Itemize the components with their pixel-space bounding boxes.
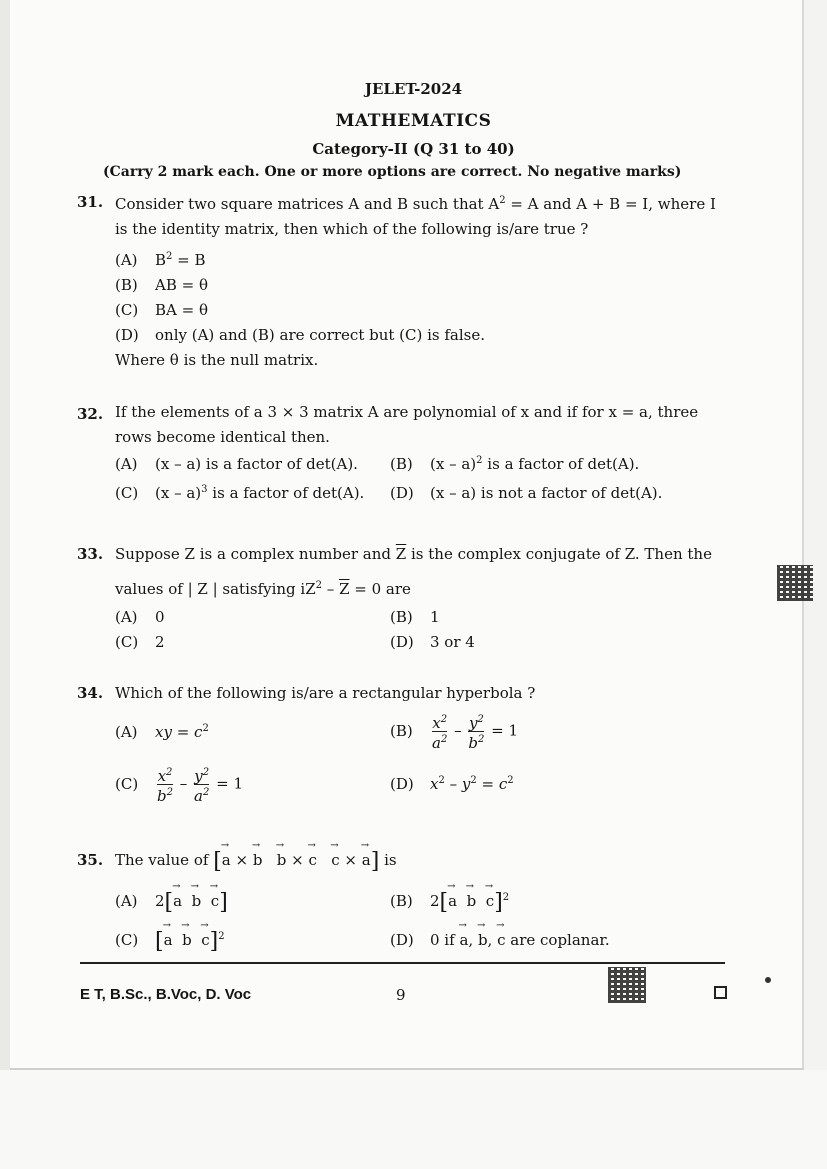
question-35-text: The value of [→ a × → b → b × → c → c × → a] is: [115, 849, 397, 874]
q35-option-b: (B) $2[\to a \to b \to c]^2$: [390, 890, 509, 915]
question-34-number: 34.: [77, 684, 104, 702]
question-31-number: 31.: [77, 193, 104, 211]
q34-option-a: (A) xy = $c^2$: [115, 723, 209, 741]
q34-option-b: (B) $\frac{x^2}{a^2}$ – $\frac{y^2}{b^2}$ = 1: [390, 714, 519, 752]
marking-instructions: (Carry 2 mark each. One or more options are correct. No negative marks): [103, 164, 682, 180]
question-33-text: Suppose Z is a complex number and $\overline{Z}$ is the complex conjugate of Z. Then the: [115, 545, 712, 563]
question-32-number: 32.: [77, 405, 104, 423]
q32-option-d: (D) (x – a) is not a factor of det(A).: [390, 484, 663, 502]
q32-option-b: (B) (x – a)$^2$ is a factor of det(A).: [390, 455, 640, 473]
subject-title: MATHEMATICS: [335, 111, 492, 131]
question-33-line2: values of | Z | satisfying $iZ^2 - \overline{Z} = 0$ are: [115, 580, 411, 598]
q35-option-c: (C) [→ a → b → c]$^2$: [115, 929, 225, 954]
q31-option-c: (C) BA = θ: [115, 301, 208, 319]
question-34-text: Which of the following is/are a rectangular hyperbola ?: [115, 684, 536, 702]
q33-option-b: (B) 1: [390, 608, 440, 626]
scan-bottom-margin: [0, 1070, 827, 1169]
question-33-number: 33.: [77, 545, 104, 563]
footer-qr-code: [608, 967, 646, 1003]
q33-option-c: (C) 2: [115, 633, 165, 651]
question-31-text: Consider two square matrices A and B such that $A^2 = A$ and A + B = I, where I is the identity matrix, then which of the following is/are true ?: [115, 195, 716, 238]
q31-option-b: (B) AB = θ: [115, 276, 208, 294]
scan-left-edge: [0, 0, 10, 1169]
question-32-text: If the elements of a 3 × 3 matrix A are polynomial of x and if for x = a, three rows become identical then.: [115, 403, 699, 446]
q34-option-d: (D) $x^2 - y^2 = c^2$: [390, 775, 514, 793]
corner-marker-square: [714, 986, 727, 999]
q31-option-a: (A) $B^2 = B$: [115, 251, 206, 269]
category-title: Category-II (Q 31 to 40): [312, 140, 515, 158]
q33-option-a: (A) 0: [115, 608, 165, 626]
q32-option-c: (C) (x – a)$^3$ is a factor of det(A).: [115, 484, 365, 502]
q34-option-c: (C) $\frac{x^2}{b^2}$ – $\frac{y^2}{a^2}$ = 1: [115, 767, 244, 805]
q35-option-d: (D) 0 if → a, → b, → c are coplanar.: [390, 931, 610, 949]
footer-streams: E T, B.Sc., B.Voc, D. Voc: [80, 986, 252, 1003]
page-number: 9: [396, 986, 406, 1004]
scan-dot: [765, 977, 771, 983]
side-qr-code: [777, 565, 813, 601]
footer-rule: [80, 962, 725, 964]
q31-footnote: Where θ is the null matrix.: [115, 351, 319, 369]
q33-option-d: (D) 3 or 4: [390, 633, 475, 651]
q31-option-d: (D) only (A) and (B) are correct but (C) is false.: [115, 326, 486, 344]
exam-title: JELET-2024: [364, 80, 463, 98]
q32-option-a: (A) (x – a) is a factor of det(A).: [115, 455, 358, 473]
q35-option-a: (A) 2[→ a → b → c]: [115, 890, 228, 915]
question-35-number: 35.: [77, 851, 104, 869]
